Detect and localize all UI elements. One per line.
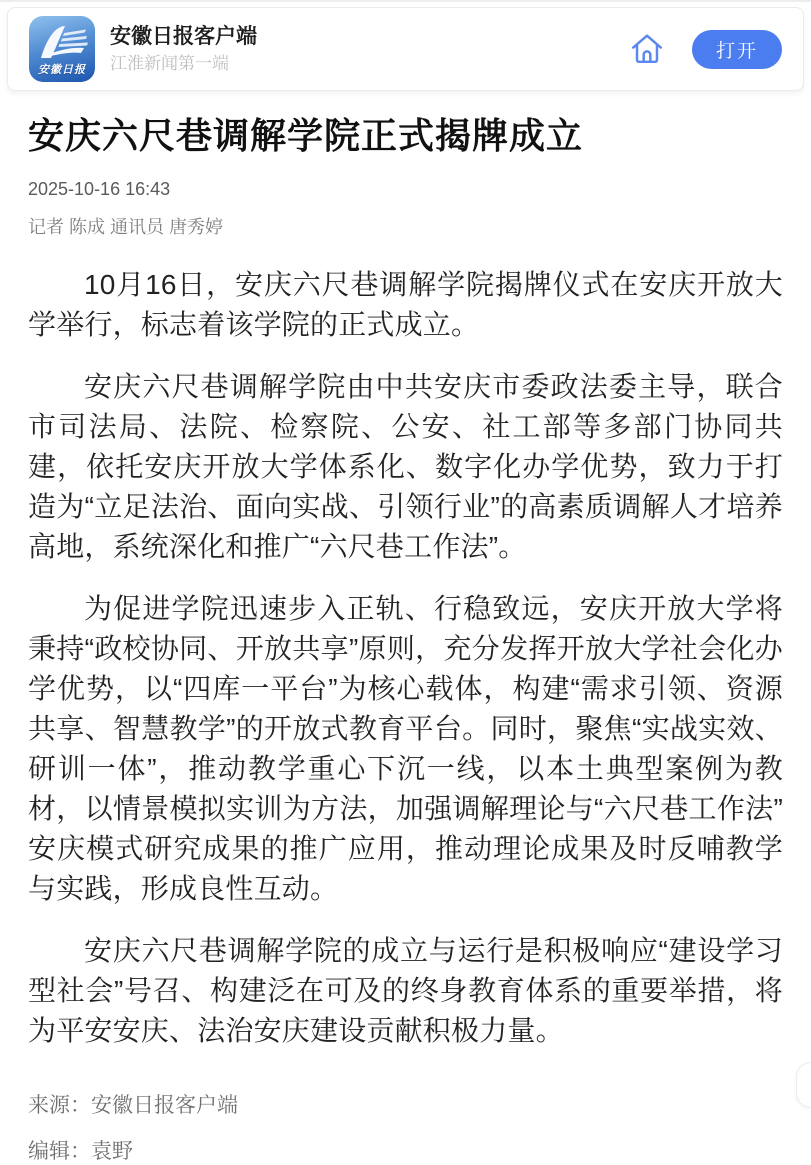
app-logo[interactable] — [29, 16, 95, 82]
article-paragraph: 安庆六尺巷调解学院的成立与运行是积极响应“建设学习型社会”号召、构建泛在可及的终身教育体系的重要举措，将为平安安庆、法治安庆建设贡献积极力量。 — [28, 935, 783, 1046]
article-paragraph: 10月16日，安庆六尺巷调解学院揭牌仪式在安庆开放大学举行，标志着该学院的正式成立。 — [28, 269, 783, 340]
home-icon — [628, 30, 666, 68]
app-tagline: 江淮新闻第一端 — [110, 53, 229, 73]
app-logo-text: 安徽日报 — [38, 64, 86, 76]
app-name: 安徽日报客户端 — [110, 24, 257, 48]
article-body — [28, 265, 783, 1051]
article-date: 2025-10-16 16:43 — [28, 179, 171, 199]
article-paragraph: 安庆六尺巷调解学院由中共安庆市委政法委主导，联合市司法局、法院、检察院、公安、社工部等多部门协同共建，依托安庆开放大学体系化、数字化办学优势，致力于打造为“立足法治、面向实战、引领行业”的高素质调解人才培养高地，系统深化和推广“六尺巷工作法”。 — [28, 371, 783, 562]
edge-floating-widget[interactable] — [796, 1062, 811, 1108]
article-title: 安庆六尺巷调解学院正式揭牌成立 — [28, 115, 584, 156]
source-line: 来源：安徽日报客户端 — [28, 1094, 238, 1117]
article-byline: 记者 陈成 通讯员 唐秀婷 — [28, 217, 224, 237]
app-banner — [7, 7, 804, 91]
top-edge-line — [0, 0, 811, 2]
app-meta — [110, 24, 257, 75]
article — [0, 91, 811, 1165]
home-button[interactable] — [628, 30, 666, 68]
open-app-button[interactable]: 打开 — [692, 30, 782, 69]
article-footer — [28, 1093, 783, 1165]
editor-line: 编辑：袁野 — [28, 1140, 133, 1163]
article-paragraph: 为促进学院迅速步入正轨、行稳致远，安庆开放大学将秉持“政校协同、开放共享”原则，充分发挥开放大学社会化办学优势，以“四库一平台”为核心载体，构建“需求引领、资源共享、智慧教学”的开放式教育平台。同时，聚焦“实战实效、研训一体”，推动教学重心下沉一线，以本土典型案例为教材，以情景模拟实训为方法，加强调解理论与“六尺巷工作法”安庆模式研究成果的推广应用，推动理论成果及时反哺教学与实践，形成良性互动。 — [28, 593, 783, 904]
